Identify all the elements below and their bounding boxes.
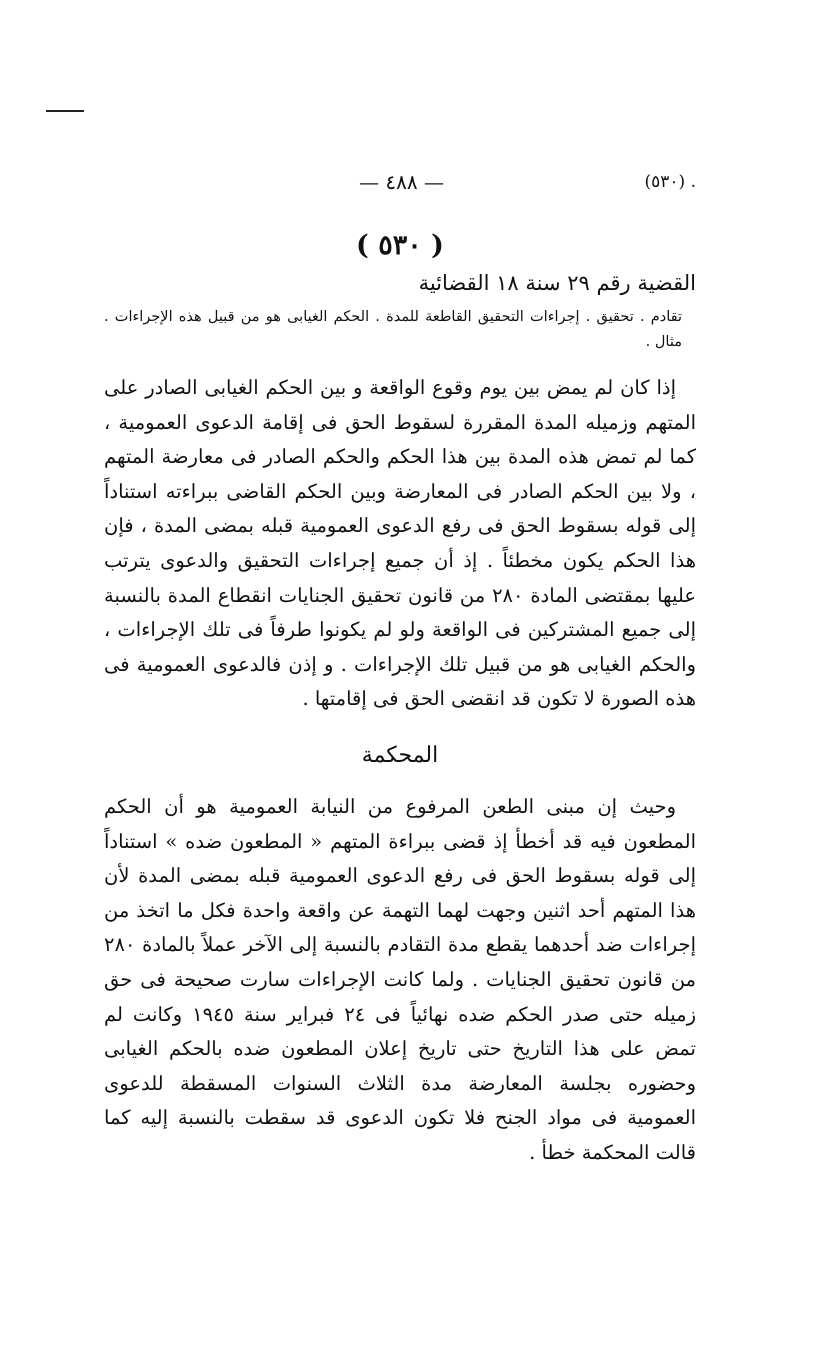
case-keywords: تقادم . تحقيق . إجراءات التحقيق القاطعة للمدة . الحكم الغيابى هو من قبيل هذه الإجراءات . مثال . [104, 309, 682, 350]
legal-principle [104, 371, 696, 717]
court-reasons [104, 790, 696, 1171]
case-title: القضية رقم ٢٩ سنة ١٨ القضائية [418, 271, 696, 295]
document-page [104, 160, 696, 1170]
running-head [104, 160, 696, 200]
case-ref-top: . (٥٣٠) [644, 172, 696, 192]
section-heading-court: المحكمة [361, 742, 439, 768]
page-number: — ٤٨٨ — [359, 170, 444, 194]
principle-paragraph: إذا كان لم يمض بين يوم وقوع الواقعة و بين الحكم الغيابى الصادر على المتهم وزميله المدة المقررة لسقوط الحق فى إقامة الدعوى العمومية ، كما لم تمض هذه المدة بين هذا الحكم والحكم الصادر فى معارضة المتهم ، ولا بين الحكم الصادر فى المعارضة وبين الحكم القاضى ببراءته استناداً إلى قوله بسقوط الحق فى رفع الدعوى العمومية قبله بمضى المدة ، فإن هذا الحكم يكون مخطئاً . إذ أن جميع إجراءات التحقيق والدعوى يترتب عليها بمقتضى المادة ٢٨٠ من قانون تحقيق الجنايات انقطاع المدة بالنسبة إلى جميع المشتركين فى الواقعة ولو لم يكونوا طرفاً فى تلك الإجراءات ، والحكم الغيابى هو من قبيل تلك الإجراءات . و إذن فالدعوى العمومية فى هذه الصورة لا تكون قد انقضى الحق فى إقامتها . [104, 376, 696, 711]
case-number: ( ٥٣٠ ) [356, 230, 444, 261]
reasons-paragraph: وحيث إن مبنى الطعن المرفوع من النيابة العمومية هو أن الحكم المطعون فيه قد أخطأ إذ قضى ببراءة المتهم « المطعون ضده » استناداً إلى قوله بسقوط الحق فى رفع الدعوى العمومية قبله بمضى المدة لأن هذا المتهم أحد اثنين وجهت لهما التهمة عن واقعة واحدة فكل ما اتخذ من إجراءات ضد أحدهما يقطع مدة التقادم بالنسبة إلى الآخر عملاً بالمادة ٢٨٠ من قانون تحقيق الجنايات . ولما كانت الإجراءات سارت صحيحة فى حق زميله حتى صدر الحكم ضده نهائياً فى ٢٤ فبراير سنة ١٩٤٥ وكانت لم تمض على هذا التاريخ حتى تاريخ إعلان المطعون ضده بالحكم الغيابى وحضوره بجلسة المعارضة مدة الثلاث السنوات المسقطة للدعوى العمومية فى مواد الجنح فلا تكون الدعوى قد سقطت بالنسبة إليه كما قالت المحكمة خطأ . [104, 794, 696, 1164]
margin-rule [46, 110, 84, 112]
